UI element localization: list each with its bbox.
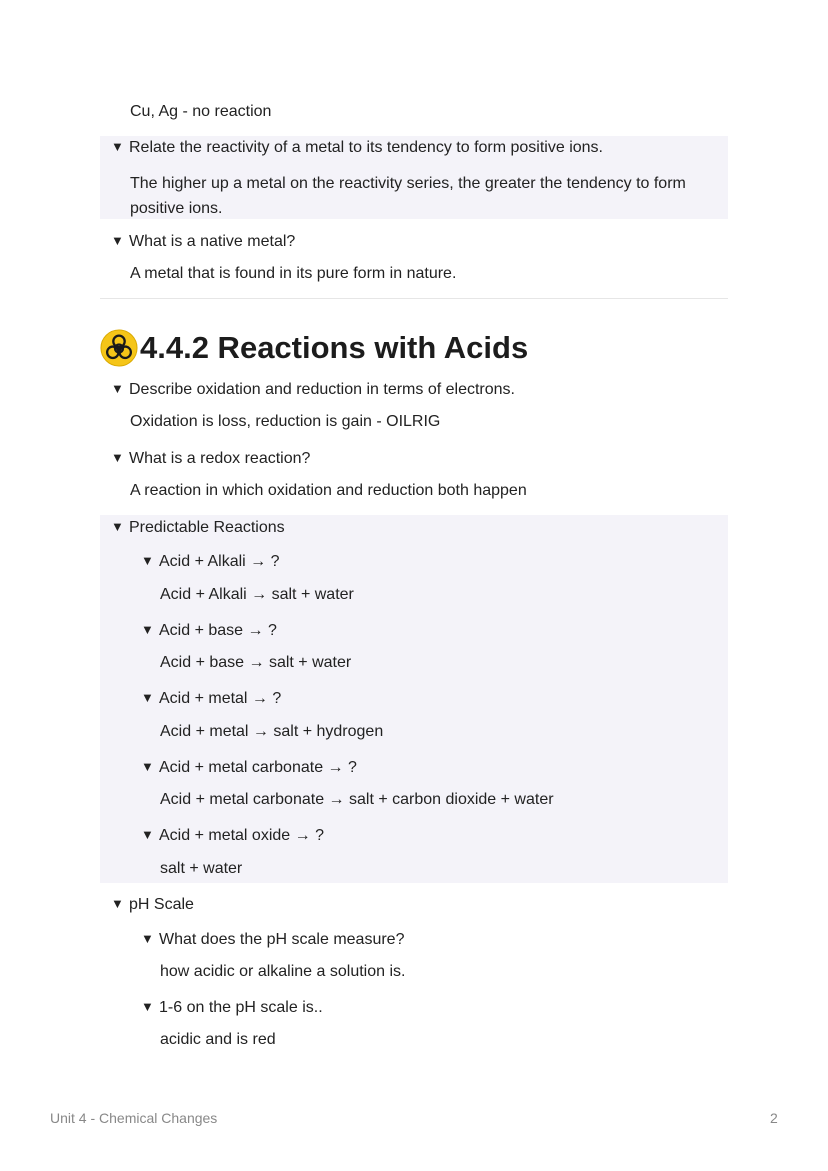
question-ph-acidic: 1-6 on the pH scale is.. — [159, 999, 323, 1016]
answer-native-metal: A metal that is found in its pure form in nature. — [130, 265, 457, 282]
question-acid-metal: Acid + metal → ? — [159, 690, 282, 707]
question-reactivity: Relate the reactivity of a metal to its tendency to form positive ions. — [129, 139, 603, 156]
toggle-predictable-reactions[interactable] — [111, 517, 285, 538]
answer-acid-metal-carbonate: Acid + metal carbonate → salt + carbon dioxide + water — [160, 791, 554, 808]
section-title: 4.4.2 Reactions with Acids — [140, 330, 529, 365]
answer-ph-measure: how acidic or alkaline a solution is. — [160, 963, 406, 980]
toggle-native-metal[interactable] — [111, 231, 295, 252]
answer-acid-base: Acid + base → salt + water — [160, 654, 352, 671]
toggle-triangle-icon: ▼ — [141, 827, 154, 842]
toggle-ph-scale[interactable] — [111, 894, 194, 915]
toggle-triangle-icon: ▼ — [141, 690, 154, 705]
toggle-triangle-icon: ▼ — [141, 622, 154, 637]
question-acid-base: Acid + base → ? — [159, 622, 277, 639]
answer-oxidation: Oxidation is loss, reduction is gain - OILRIG — [130, 413, 441, 430]
predictable-title: Predictable Reactions — [129, 519, 285, 536]
question-acid-metal-oxide: Acid + metal oxide → ? — [159, 827, 324, 844]
answer-acid-metal-oxide: salt + water — [160, 860, 243, 877]
question-ph-measure: What does the pH scale measure? — [159, 931, 405, 948]
answer-reactivity: The higher up a metal on the reactivity series, the greater the tendency to form positive ions. — [130, 175, 686, 217]
question-acid-metal-carbonate: Acid + metal carbonate → ? — [159, 759, 357, 776]
toggle-acid-metal-carbonate[interactable] — [141, 757, 357, 778]
answer-acid-alkali: Acid + Alkali → salt + water — [160, 586, 354, 603]
toggle-triangle-icon: ▼ — [111, 450, 124, 465]
toggle-acid-base[interactable] — [141, 620, 277, 641]
toggle-triangle-icon: ▼ — [141, 553, 154, 568]
toggle-triangle-icon: ▼ — [141, 759, 154, 774]
toggle-acid-metal-oxide[interactable] — [141, 825, 324, 846]
question-acid-alkali: Acid + Alkali → ? — [159, 553, 280, 570]
answer-acid-metal: Acid + metal → salt + hydrogen — [160, 723, 384, 740]
toggle-triangle-icon: ▼ — [141, 999, 154, 1014]
toggle-redox[interactable] — [111, 448, 310, 469]
toggle-triangle-icon: ▼ — [111, 139, 124, 154]
section-heading — [100, 326, 528, 370]
toggle-acid-alkali[interactable] — [141, 551, 280, 572]
toggle-triangle-icon: ▼ — [111, 233, 124, 248]
toggle-reactivity[interactable] — [111, 137, 603, 158]
answer-redox: A reaction in which oxidation and reduction both happen — [130, 482, 527, 499]
toggle-acid-metal[interactable] — [141, 688, 281, 709]
toggle-oxidation[interactable] — [111, 379, 515, 400]
toggle-triangle-icon: ▼ — [111, 519, 124, 534]
answer-ph-acidic: acidic and is red — [160, 1031, 276, 1048]
toggle-triangle-icon: ▼ — [111, 896, 124, 911]
toggle-ph-acidic[interactable] — [141, 997, 323, 1018]
biohazard-icon — [100, 329, 138, 367]
toggle-triangle-icon: ▼ — [141, 931, 154, 946]
answer-cu-ag: Cu, Ag - no reaction — [130, 103, 272, 120]
toggle-ph-measure[interactable] — [141, 929, 404, 950]
footer-unit: Unit 4 - Chemical Changes — [50, 1110, 218, 1126]
toggle-triangle-icon: ▼ — [111, 381, 124, 396]
question-redox: What is a redox reaction? — [129, 450, 311, 467]
footer-page-number: 2 — [770, 1110, 778, 1126]
question-oxidation: Describe oxidation and reduction in terms of electrons. — [129, 381, 515, 398]
question-native-metal: What is a native metal? — [129, 233, 296, 250]
ph-title: pH Scale — [129, 896, 194, 913]
divider — [100, 298, 728, 299]
